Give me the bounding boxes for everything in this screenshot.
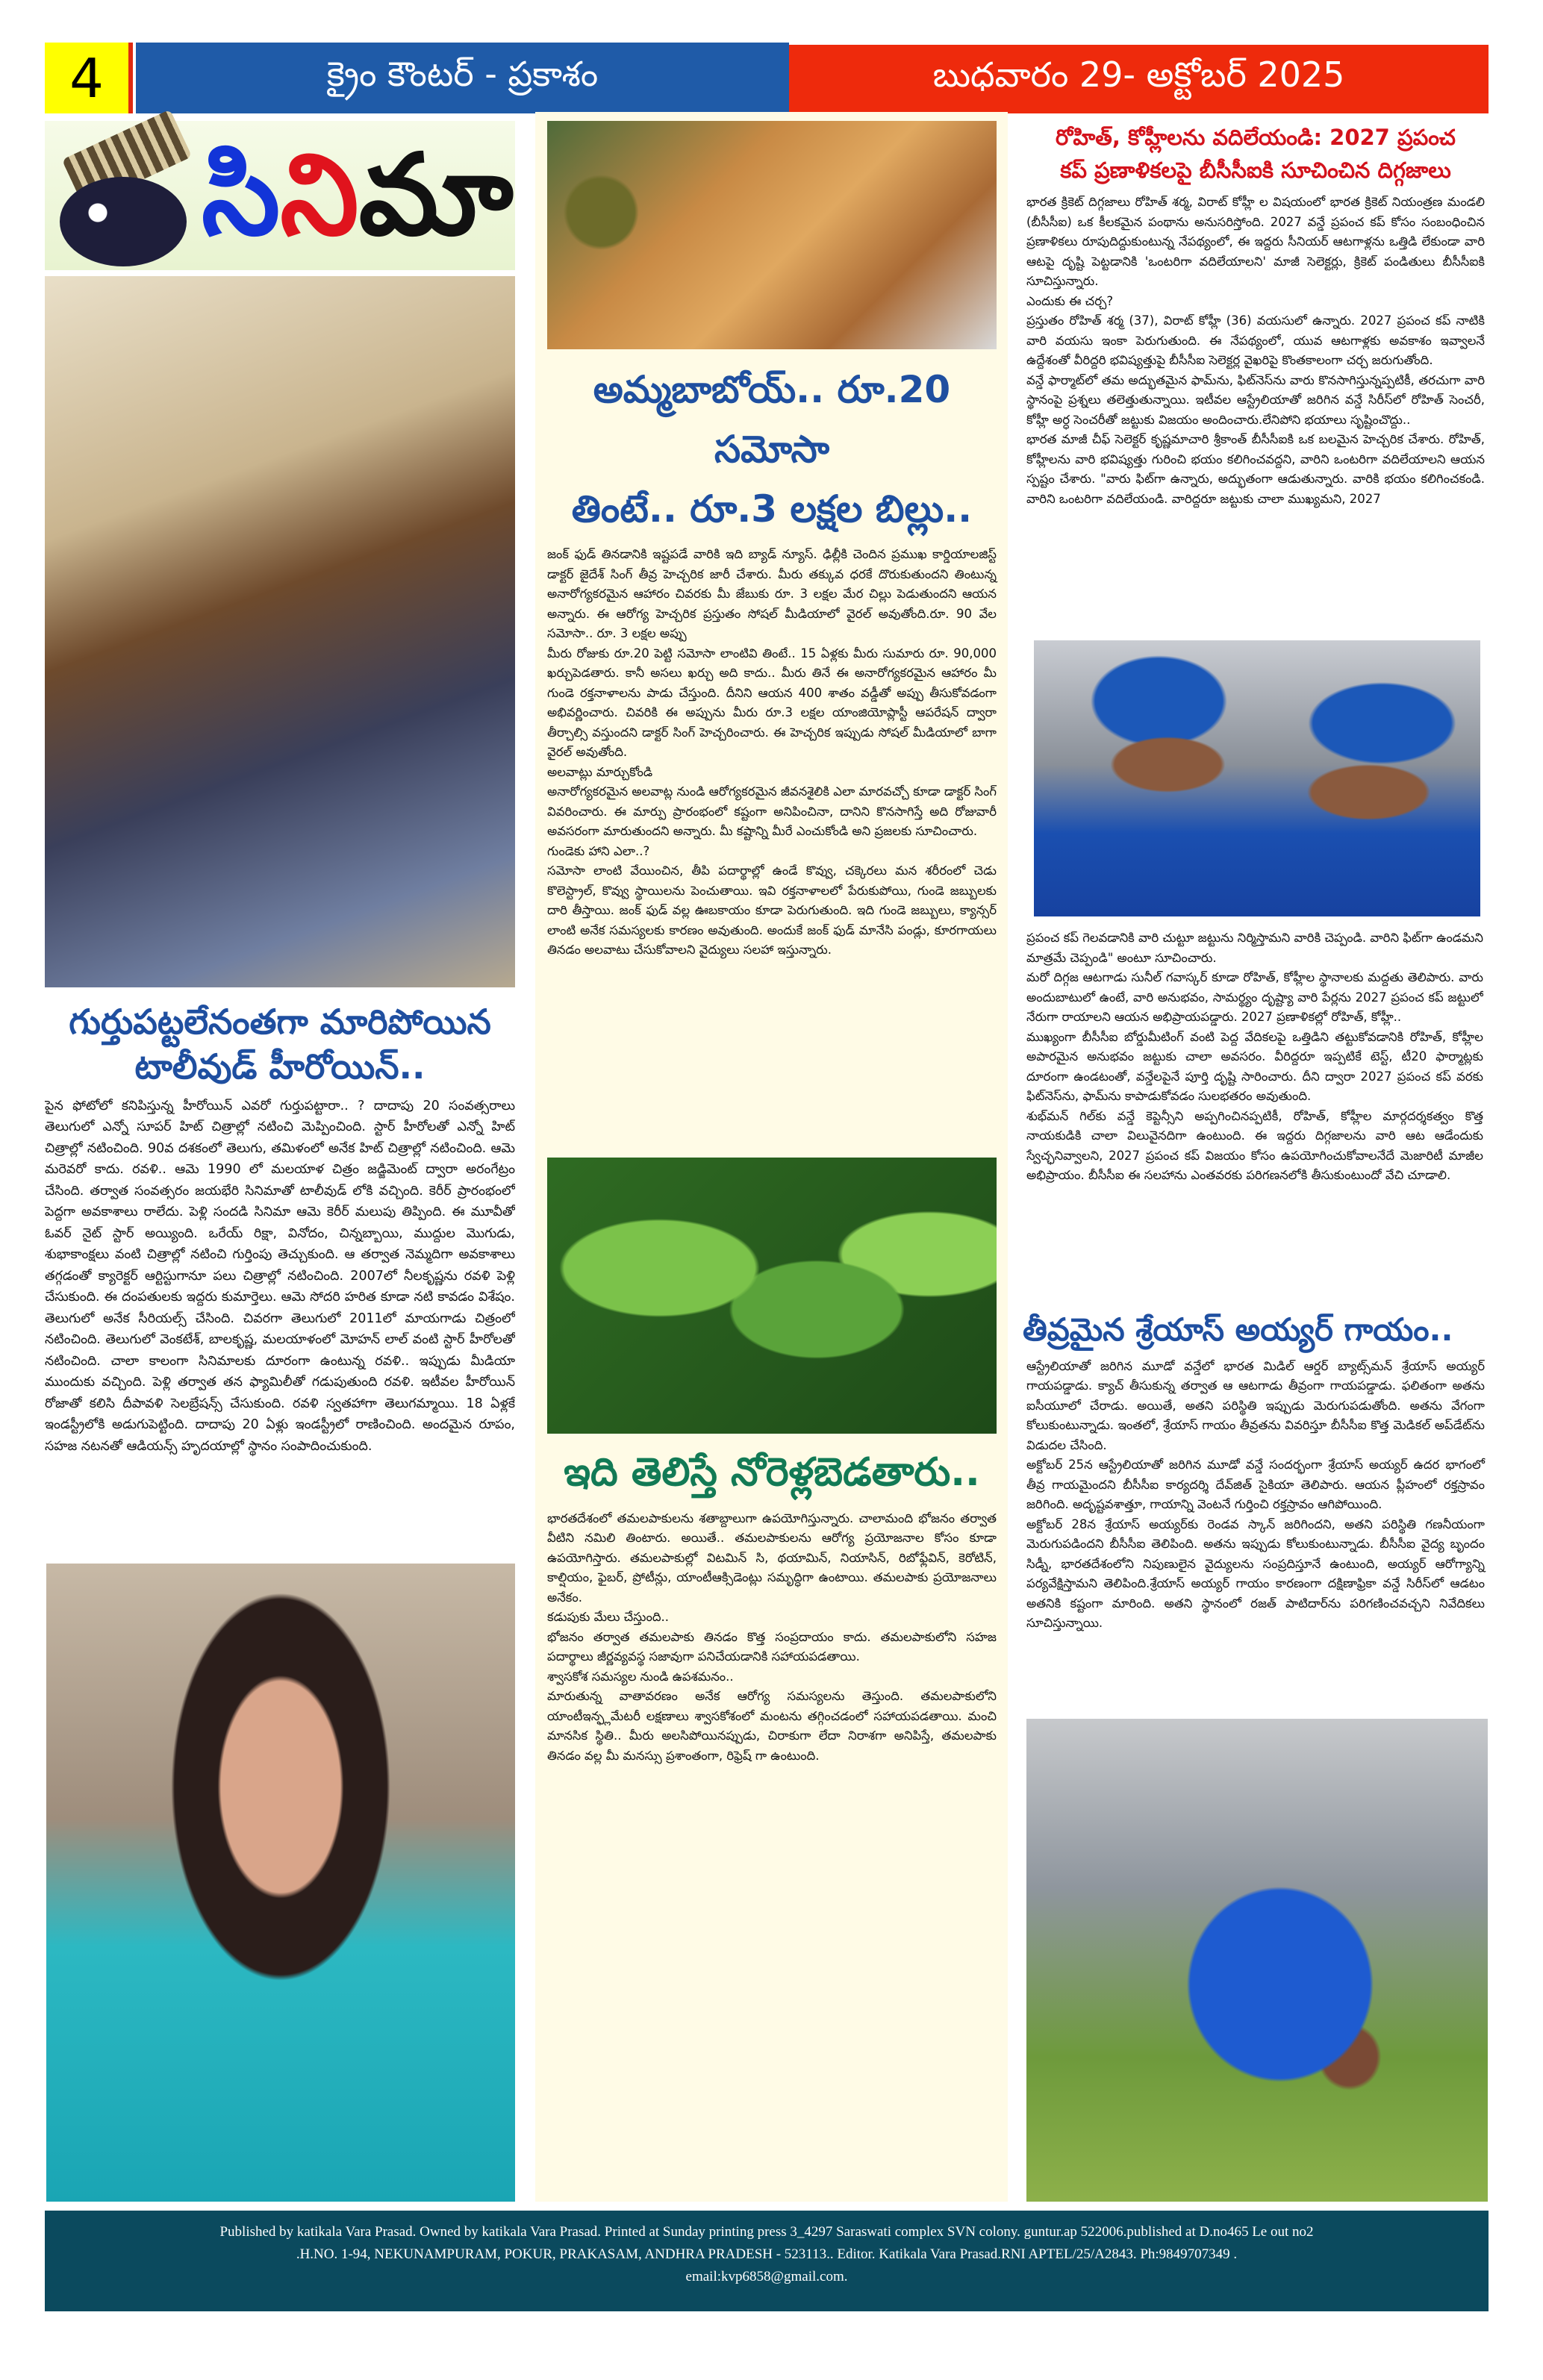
- page-number: 4: [45, 43, 133, 113]
- film-reel-icon: [52, 125, 202, 266]
- heroine-photo: [45, 276, 515, 987]
- heroine-headline-line-1: గుర్తుపట్టలేనంతగా మారిపోయిన: [69, 1002, 491, 1042]
- samosa-subheading: గుండెకు హాని ఎలా..?: [547, 843, 650, 858]
- footer-line-1: Published by katikala Vara Prasad. Owned by katikala Vara Prasad. Printed at Sunday printing press 3_4297 Saraswati complex SVN colony. guntur.ap 522006.published at D.no465 Le out no2: [219, 2224, 1314, 2240]
- footer-email: email:kvp6858@gmail.com.: [685, 2269, 848, 2284]
- betel-subheading: కడుపుకు మేలు చేస్తుంది..: [547, 1610, 670, 1625]
- shreyas-body-paragraph: ఆస్ట్రేలియాతో జరిగిన మూడో వన్డేలో భారత మిడిల్ ఆర్డర్ బ్యాట్స్‌మన్ శ్రేయాస్ అయ్యర్ గాయపడ్డాడు. క్యాచ్ తీసుకున్న తర్వాత ఆ ఆటగాడు తీవ్రంగా గాయపడ్డాడు. ఫలితంగా అతను ఐసీయూలో చేరాడు. అయితే, అతని పరిస్థితి ఇప్పుడు మెరుగుపడుతోంది. అతను వేగంగా కోలుకుంటున్నాడు. ఇంతలో, శ్రేయాస్ గాయం తీవ్రతను వివరిస్తూ బీసీసీఐ కొత్త మెడికల్ అప్‌డేట్‌ను విడుదల చేసింది.: [1026, 1358, 1485, 1452]
- samosa-body-paragraph: అనారోగ్యకరమైన అలవాట్ల నుండి ఆరోగ్యకరమైన జీవనశైలికి ఎలా మారవచ్చో కూడా డాక్టర్ సింగ్ వివరించారు. ఈ మార్పు ప్రారంభంలో కష్టంగా అనిపించినా, దానిని కొనసాగిస్తే అది రోజువారీ అవసరంగా మారుతుందని అన్నారు. మీ కష్టాన్ని మీరే ఎంచుకోండి అని ప్రజలకు సూచించారు.: [547, 784, 997, 838]
- rohit-kohli-body-paragraph: శుభ్‌మన్ గిల్‌కు వన్డే కెప్టెన్సీని అప్పగించినప్పటికీ, రోహిత్, కోహ్లీల మార్గదర్శకత్వం కొత్త నాయకుడికి చాలా విలువైనదిగా ఉంటుంది. ఈ ఇద్దరు దిగ్గజాలను వారి ఆట ఆడేందుకు స్వేచ్ఛనివ్వాలని, 2027 ప్రపంచ కప్ విజయం కోసం ఉపయోగించుకోవాలనేదే మెజారిటీ మాజీల అభిప్రాయం. బీసీసీఐ ఈ సలహాను ఎంతవరకు పరిగణనలోకి తీసుకుంటుందో వేచి చూడాలి.: [1026, 1108, 1483, 1182]
- rohit-kohli-body-paragraph: భారత క్రికెట్ దిగ్గజాలు రోహిత్ శర్మ, విరాట్ కోహ్లీ ల విషయంలో భారత క్రికెట్ నియంత్రణ మండలి (బీసీసీఐ) ఒక కీలకమైన పంథాను అనుసరిస్తోంది. 2027 వన్డే ప్రపంచ కప్ కోసం సంబంధించిన ప్రణాళికలు రూపుదిద్దుకుంటున్న నేపథ్యంలో, ఈ ఇద్దరు సీనియర్ ఆటగాళ్లను ఒత్తిడి లేకుండా వారి ఆటపై దృష్టి పెట్టడానికి 'ఒంటరిగా వదిలేయాలని' మాజీ సెలెక్టర్లు, క్రికెట్ పండితులు బీసీసీఐకి సూచిస్తున్నారు.: [1026, 195, 1485, 288]
- shreyas-body-paragraph: అక్టోబర్ 25న ఆస్ట్రేలియాతో జరిగిన మూడో వన్డే సందర్భంగా శ్రేయాస్ అయ్యర్ ఉదర భాగంలో తీవ్ర గాయమైందని బీసీసీఐ కార్యదర్శి దేవ్‌జిత్ సైకియా తెలిపారు. ఆయన ప్లీహంలో రక్తస్రావం జరిగింది. అదృష్టవశాత్తూ, గాయాన్ని వెంటనే గుర్తించి రక్తస్రావం ఆగిపోయింది.: [1026, 1458, 1485, 1512]
- logo-letter: మా: [358, 131, 514, 260]
- betel-leaves-photo: [547, 1158, 997, 1434]
- betel-body-paragraph: భోజనం తర్వాత తమలపాకు తినడం కొత్త సంప్రదాయం కాదు. తమలపాకులోని సహజ పదార్థాలు జీర్ణవ్యవస్థ సజావుగా పనిచేయడానికి సహాయపడతాయి.: [547, 1629, 997, 1664]
- logo-letter: ని: [280, 131, 359, 260]
- samosa-headline-line-1: అమ్మబాబోయ్.. రూ.20 సమోసా: [593, 368, 951, 471]
- betel-article: [543, 1448, 1000, 2198]
- heroine-article: [45, 1000, 515, 1552]
- samosa-body-paragraph: సమోసా లాంటి వేయించిన, తీపి పదార్థాల్లో ఉండే కొవ్వు, చక్కెరలు మన శరీరంలో చెడు కొలెస్ట్రాల్, కొవ్వు స్థాయిలను పెంచుతాయి. ఇవి రక్తనాళాలలో పేరుకుపోయి, గుండె జబ్బులకు దారి తీస్తాయి. జంక్ ఫుడ్ వల్ల ఊబకాయం కూడా పెరుగుతుంది. ఇది గుండె జబ్బులు, క్యాన్సర్ లాంటి అనేక సమస్యలకు కారణం అవుతుంది. అందుకే జంక్ ఫుడ్ మానేసి పండ్లు, కూరగాయలు తినడం అలవాటు చేసుకోవాలని వైద్యులు సలహా ఇస్తున్నారు.: [547, 863, 997, 957]
- rohit-kohli-body-paragraph: ప్రస్తుతం రోహిత్ శర్మ (37), విరాట్ కోహ్లీ (36) వయసులో ఉన్నారు. 2027 ప్రపంచ కప్ నాటికి వారి వయసు ఇంకా పెరుగుతుంది. ఈ నేపథ్యంలో, యువ ఆటగాళ్లకు అవకాశం ఇవ్వాలనే ఉద్దేశంతో వీరిద్దరి భవిష్యత్తుపై బీసీసీఐ సెలెక్టర్ల వైఖరిపై కొంతకాలంగా చర్చ జరుగుతోంది.: [1026, 313, 1485, 367]
- shreyas-body-paragraph: అక్టోబర్ 28న శ్రేయాస్ అయ్యర్‌కు రెండవ స్కాన్ జరిగిందని, అతని పరిస్థితి గణనీయంగా మెరుగుపడిందని బీసీసీఐ తెలిపింది. అతను ఇప్పుడు కోలుకుంటున్నాడు. బీసీసీఐ వైద్య బృందం సిడ్నీ, భారతదేశంలోని నిపుణులైన వైద్యులను సంప్రదిస్తూనే ఉంటుంది, అయ్యర్ ఆరోగ్యాన్ని పర్యవేక్షిస్తామని తెలిపింది.శ్రేయాస్ అయ్యర్ గాయం కారణంగా దక్షిణాఫ్రికా వన్డే సిరీస్‌లో ఆడటం అతనికి కష్టంగా మారింది. అతని స్థానంలో రజత్ పాటిదార్‌ను పరిగణించవచ్చని నివేదికలు సూచిస్తున్నాయి.: [1026, 1517, 1485, 1631]
- rohit-kohli-body-paragraph: మరో దిగ్గజ ఆటగాడు సునీల్ గవాస్కర్ కూడా రోహిత్, కోహ్లీల స్థానాలకు మద్దతు తెలిపారు. వారు అందుబాటులో ఉంటే, వారి అనుభవం, సామర్థ్యం దృష్ట్యా వారి పేర్లను 2027 ప్రపంచ కప్ జట్టులో నేరుగా రాయాలని ఆయన అభిప్రాయపడ్డారు. 2027 ప్రణాళికల్లో రోహిత్, కోహ్లీ..: [1026, 970, 1483, 1024]
- heroine-headline-line-2: టాలీవుడ్ హీరోయిన్..: [134, 1046, 426, 1087]
- publisher-footer: [45, 2211, 1489, 2311]
- shreyas-article: [1023, 1310, 1489, 1711]
- samosa-headline-line-2: తింటే.. రూ.3 లక్షల బిల్లు..: [571, 487, 973, 531]
- betel-body-paragraph: భారతదేశంలో తమలపాకులను శతాబ్దాలుగా ఉపయోగిస్తున్నారు. చాలామంది భోజనం తర్వాత వీటిని నమిలి తింటారు. అయితే.. తమలపాకులను ఆరోగ్య ప్రయోజనాల కోసం కూడా ఉపయోగిస్తారు. తమలపాకుల్లో విటమిన్ సి, థయామిన్, నియాసిన్, రిబోఫ్లేవిన్, కెరోటిన్, కాల్షియం, ఫైబర్, ప్రోటీన్లు, యాంటీఆక్సిడెంట్లు సమృద్ధిగా ఉంటాయి. తమలపాకు ప్రయోజనాలు అనేకం.: [547, 1511, 997, 1605]
- rohit-kohli-body-paragraph: వన్డే ఫార్మాట్‌లో తమ అద్భుతమైన ఫామ్‌ను, ఫిట్‌నెస్‌ను వారు కొనసాగిస్తున్నప్పటికీ, తరచుగా వారి స్థానంపై ప్రశ్నలు తలెత్తుతున్నాయి. ఇటీవల ఆస్ట్రేలియాతో జరిగిన వన్డే సిరీస్‌లో రోహిత్ సెంచరీ, కోహ్లీ అర్ధ సెంచరీతో జట్టుకు విజయం అందించారు.లేనిపోని భయాలు సృష్టించొద్దు..: [1026, 372, 1485, 427]
- rohit-kohli-article: [1023, 121, 1489, 636]
- cinema-section-logo: [45, 121, 515, 270]
- issue-date: బుధవారం 29- అక్టోబర్ 2025: [789, 45, 1489, 113]
- samosa-article: [543, 360, 1000, 1147]
- logo-letter: సి: [202, 131, 281, 260]
- rohit-kohli-headline-line-1: రోహిత్, కోహ్లీలను వదిలేయండి: 2027 ప్రపంచ: [1056, 125, 1456, 150]
- samosa-subheading: అలవాట్లు మార్చుకోండి: [547, 764, 653, 779]
- samosa-body-paragraph: జంక్ ఫుడ్ తినడానికి ఇష్టపడే వారికి ఇది బ్యాడ్ న్యూస్. ఢిల్లీకి చెందిన ప్రముఖ కార్డియాలజిస్ట్ డాక్టర్ జైదేశ్ సింగ్ తీవ్ర హెచ్చరిక జారీ చేశారు. మీరు తక్కువ ధరకే దొరుకుతుందని తింటున్న అనారోగ్యకరమైన ఆహారం చివరకు మీ జేబుకు రూ. 3 లక్షల మేర చిల్లు పెడుతుందని ఆయన అన్నారు. ఈ ఆరోగ్య హెచ్చరిక ప్రస్తుతం సోషల్ మీడియాలో వైరల్ అవుతోంది.రూ. 90 వేల సమోసా.. రూ. 3 లక్షల అప్పు: [547, 547, 997, 640]
- shreyas-headline: తీవ్రమైన శ్రేయాస్ అయ్యర్ గాయం..: [1023, 1311, 1453, 1348]
- rohit-kohli-continued: [1026, 928, 1483, 1302]
- rohit-kohli-photo: [1034, 640, 1480, 916]
- rohit-kohli-body-paragraph: ప్రపంచ కప్ గెలవడానికి వారి చుట్టూ జట్టును నిర్మిస్తామని వారికి చెప్పండి. వారిని ఫిట్‌గా ఉండమని మాత్రమే చెప్పండి" అంటూ సూచించారు.: [1026, 931, 1483, 965]
- rohit-kohli-headline-line-2: కప్ ప్రణాళికలపై బీసీసీఐకి సూచించిన దిగ్గజాలు: [1060, 157, 1451, 183]
- betel-headline: ఇది తెలిస్తే నోరెళ్లబెడతారు..: [564, 1450, 980, 1495]
- samosa-photo: [547, 121, 997, 349]
- footer-line-2: .H.NO. 1-94, NEKUNAMPURAM, POKUR, PRAKASAM, ANDHRA PRADESH - 523113.. Editor. Katikala Vara Prasad.RNI APTEL/25/A2843. Ph:9849707349 .: [296, 2246, 1238, 2262]
- heroine-body: పైన ఫోటోలో కనిపిస్తున్న హీరోయిన్ ఎవరో గుర్తుపట్టారా.. ? దాదాపు 20 సంవత్సరాలు తెలుగులో ఎన్నో సూపర్ హిట్ చిత్రాల్లో నటించి మెప్పించింది. స్టార్ హీరోలతో ఎన్నో హిట్ చిత్రాల్లో నటించింది. 90వ దశకంలో తెలుగు, తమిళంలో అనేక హిట్ చిత్రాల్లో నటించింది. ఆమె మరెవరో కాదు. రవళి.. ఆమె 1990 లో మలయాళ చిత్రం జడ్జిమెంట్ ద్వారా అరంగేట్రం చేసింది. తర్వాత సంవత్సరం జయభేరి సినిమాతో టాలీవుడ్ లోకి వచ్చింది. కెరీర్ ప్రారంభంలో పెద్దగా అవకాశాలు రాలేదు. పెళ్లి సందడి సినిమా ఆమె కెరీర్ మలుపు తిప్పింది. ఈ మూవీతో ఓవర్ నైట్ స్టార్ అయ్యింది. ఒరేయ్ రిక్షా, వినోదం, చిన్నబ్బాయి, ముద్దుల మొగుడు, శుభాకాంక్షలు వంటి చిత్రాల్లో నటించి గుర్తింపు తెచ్చుకుంది. ఆ తర్వాత నెమ్మదిగా అవకాశాలు తగ్గడంతో క్యారెక్టర్ ఆర్టిస్టుగానూ పలు చిత్రాల్లో నటించింది. 2007లో నీలకృష్ణను రవళి పెళ్లి చేసుకుంది. ఈ దంపతులకు ఇద్దరు కుమార్తెలు. ఆమె సోదరి హరిత కూడా నటి కావడం విశేషం. తెలుగులో అనేక సీరియల్స్ చేసింది. చివరగా తెలుగులో 2011లో మాయగాడు చిత్రంలో నటించింది. తెలుగులో వెంకటేశ్, బాలకృష్ణ, మలయాళంలో మోహన్ లాల్ వంటి స్టార్ హీరోలతో నటించింది. చాలా కాలంగా సినిమాలకు దూరంగా ఉంటున్న రవళి.. ఇప్పుడు మీడియా ముందుకు వచ్చింది. పెళ్లి తర్వాత తన ఫ్యామిలీతో గడుపుతుంది రవళి. ఇటీవల హీరోయిన్ రోజాతో కలిసి దీపావళి సెలబ్రేషన్స్ చేసుకుంది. రవళి స్వతహాగా తెలుగమ్మాయి. 18 ఏళ్లకే ఇండస్ట్రీలోకి అడుగుపెట్టింది. దాదాపు 20 ఏళ్లు ఇండస్ట్రీలో రాణించింది. అందమైన రూపం, సహజ నటనతో ఆడియన్స్ హృదయాల్లో స్థానం సంపాదించుకుంది.: [45, 1098, 515, 1454]
- rohit-kohli-subheading: ఎందుకు ఈ చర్చ?: [1026, 293, 1114, 308]
- samosa-body-paragraph: మీరు రోజుకు రూ.20 పెట్టి సమోసా లాంటివి తింటే.. 15 ఏళ్లకు మీరు సుమారు రూ. 90,000 ఖర్చుపెడతారు. కానీ అసలు ఖర్చు అది కాదు.. మీరు తినే ఈ అనారోగ్యకరమైన ఆహారం మీ గుండె రక్తనాళాలను పాడు చేస్తుంది. దీనిని ఆయన 400 శాతం వడ్డీతో అప్పు తీసుకోవడంగా అభివర్ణించారు. చివరికి ఈ అప్పును మీరు రూ.3 లక్షల యాంజియోప్లాస్టీ ఆపరేషన్ ద్వారా తీర్చాల్సి వస్తుందని డాక్టర్ సింగ్ హెచ్చరించారు. ఈ హెచ్చరిక ఇప్పుడు సోషల్ మీడియాలో బాగా వైరల్ అవుతోంది.: [547, 646, 997, 759]
- paper-name: క్రైం కౌంటర్ - ప్రకాశం: [136, 43, 789, 113]
- rohit-kohli-body-paragraph: ముఖ్యంగా బీసీసీఐ బోర్డుమీటింగ్ వంటి పెద్ద వేదికలపై ఒత్తిడిని తట్టుకోవడానికి రోహిత్, కోహ్లీల అపారమైన అనుభవం జట్టుకు చాలా అవసరం. వీరిద్దరూ ఇప్పటికే టెస్ట్, టీ20 ఫార్మాట్లకు దూరంగా ఉండటంతో, వన్డేలపైనే పూర్తి దృష్టి సారించారు. దీని ద్వారా 2027 ప్రపంచ కప్ వరకు ఫిట్‌నెస్‌ను, ఫామ్‌ను కాపాడుకోవడం సులభతరం అవుతుంది.: [1026, 1029, 1483, 1103]
- rohit-kohli-body-paragraph: భారత మాజీ చీఫ్ సెలెక్టర్ కృష్ణమాచారి శ్రీకాంత్ బీసీసీఐకి ఒక బలమైన హెచ్చరిక చేశారు. రోహిత్, కోహ్లీలను వారి భవిష్యత్తు గురించి భయం కలిగించవద్దని, వారిని ఒంటరిగా వదిలేయాలని ఆయన స్పష్టం చేశారు. "వారు ఫిట్‌గా ఉన్నారు, అద్భుతంగా ఆడుతున్నారు. వారికి భయం కలిగించకండి. వారిని ఒంటరిగా వదిలేయండి. వారిద్దరూ జట్టుకు చాలా ముఖ్యమని, 2027: [1026, 432, 1485, 506]
- shreyas-photo: [1026, 1719, 1488, 2202]
- heroine-recent-photo: [46, 1564, 515, 2202]
- betel-subheading: శ్వాసకోశ సమస్యల నుండి ఉపశమనం..: [547, 1669, 734, 1684]
- betel-body-paragraph: మారుతున్న వాతావరణం అనేక ఆరోగ్య సమస్యలను తెస్తుంది. తమలపాకులోని యాంటీఇన్ఫ్లమేటరీ లక్షణాలు శ్వాసకోశంలో మంటను తగ్గించడంలో సహాయపడతాయి. మంచి మానసిక స్థితి.. మీరు అలసిపోయినప్పుడు, చిరాకుగా లేదా నిరాశగా అనిపిస్తే, తమలపాకు తినడం వల్ల మీ మనస్సు ప్రశాంతంగా, రిఫ్రెష్ గా ఉంటుంది.: [547, 1689, 997, 1763]
